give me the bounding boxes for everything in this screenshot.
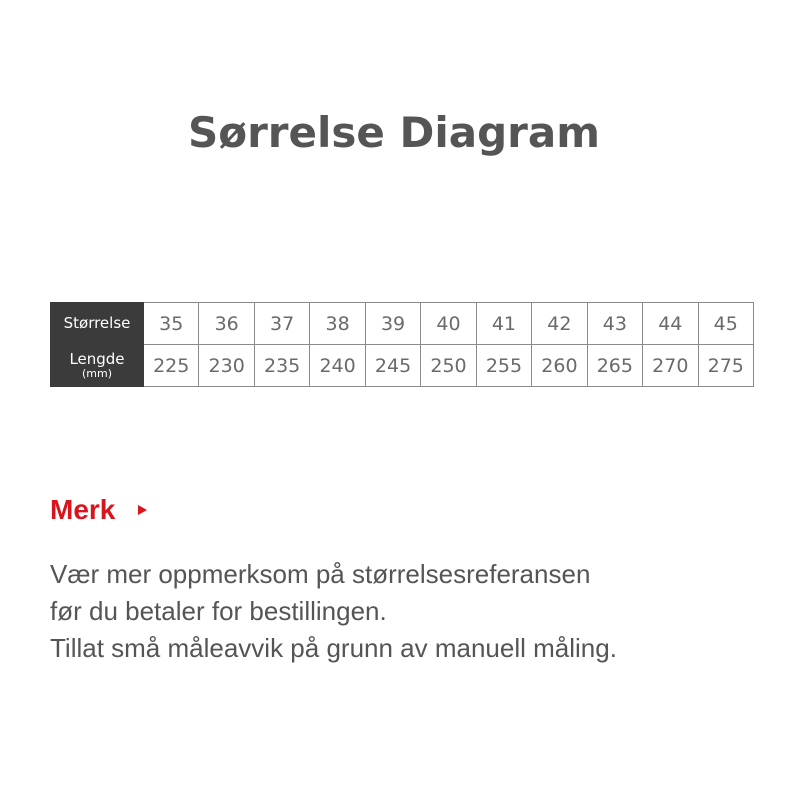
size-cell: 42 <box>532 303 587 345</box>
length-cell: 230 <box>199 345 254 387</box>
size-cell: 45 <box>698 303 753 345</box>
note-line: Vær mer oppmerksom på størrelsesreferansen <box>50 559 591 589</box>
page-title: Sørrelse Diagram <box>187 108 600 157</box>
size-cell: 44 <box>643 303 698 345</box>
length-row-header <box>51 345 144 387</box>
length-cell: 240 <box>310 345 365 387</box>
size-cell: 40 <box>421 303 476 345</box>
size-cell: 35 <box>144 303 199 345</box>
size-cell: 39 <box>365 303 420 345</box>
length-cell: 275 <box>698 345 753 387</box>
size-cell: 37 <box>254 303 309 345</box>
length-cell: 265 <box>587 345 642 387</box>
length-cell: 250 <box>421 345 476 387</box>
length-cell: 245 <box>365 345 420 387</box>
note-line: Tillat små måleavvik på grunn av manuell måling. <box>50 633 617 663</box>
length-row-unit: (mm) <box>81 367 112 380</box>
length-cell: 235 <box>254 345 309 387</box>
length-cell: 270 <box>643 345 698 387</box>
size-cell: 38 <box>310 303 365 345</box>
triangle-right-icon <box>138 505 147 515</box>
size-cell: 36 <box>199 303 254 345</box>
size-chart-table <box>50 302 754 387</box>
length-row <box>51 345 754 387</box>
size-row-header: Størrelse <box>51 303 144 345</box>
size-cell: 41 <box>476 303 531 345</box>
note-heading: Merk <box>50 494 116 525</box>
length-cell: 255 <box>476 345 531 387</box>
size-row <box>51 303 754 345</box>
size-cell: 43 <box>587 303 642 345</box>
note-line: før du betaler for bestillingen. <box>50 596 387 626</box>
length-row-label: Lengde <box>69 350 125 368</box>
length-cell: 260 <box>532 345 587 387</box>
length-cell: 225 <box>144 345 199 387</box>
note-text <box>50 556 770 667</box>
